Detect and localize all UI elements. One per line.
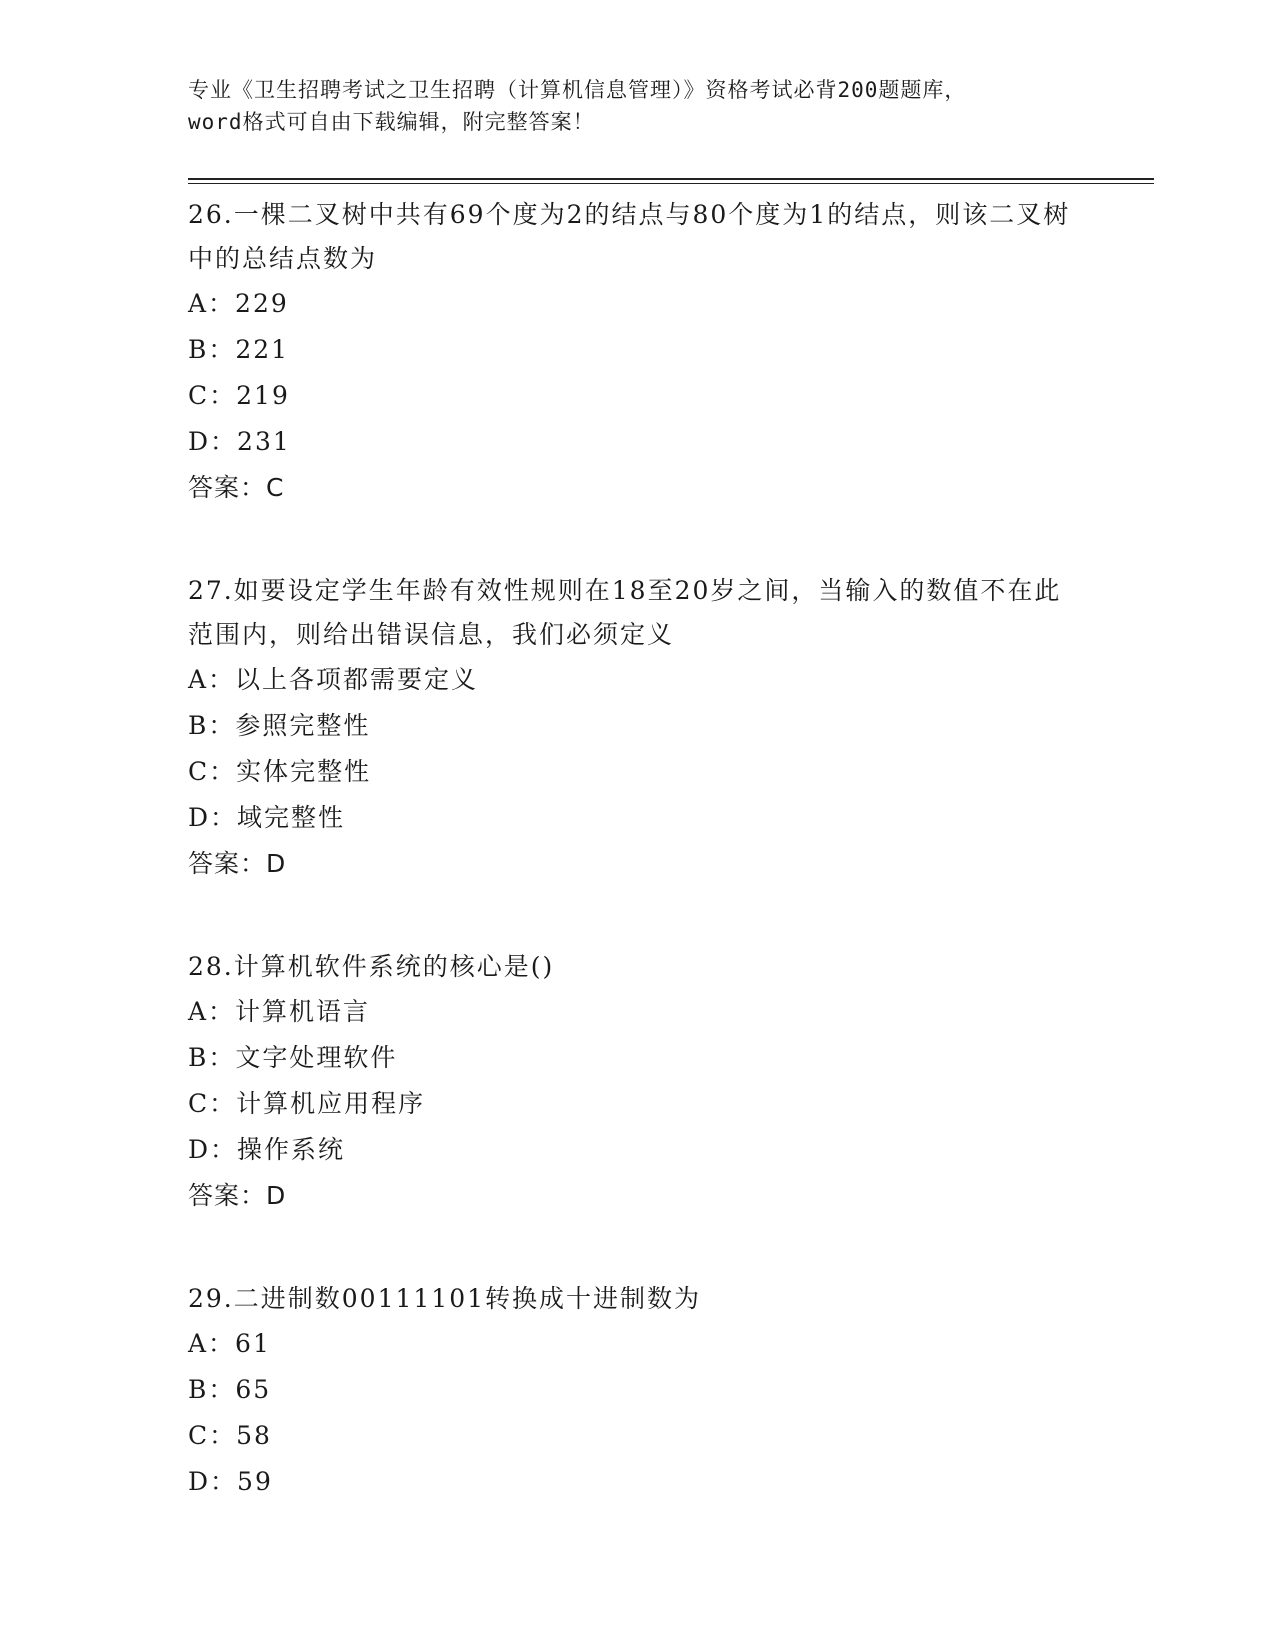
- question-spacer: [188, 1219, 1088, 1277]
- question-list: [188, 193, 1088, 1505]
- answer-line: 答案：D: [188, 849, 287, 878]
- question-text: 28.计算机软件系统的核心是(): [188, 952, 555, 981]
- question-spacer: [188, 511, 1088, 569]
- option-b: B：65: [188, 1375, 272, 1404]
- question-text: 29.二进制数00111101转换成十进制数为: [188, 1284, 702, 1313]
- question-27: [188, 569, 1088, 887]
- header-line-2: word格式可自由下载编辑，附完整答案！: [188, 110, 595, 134]
- option-a: A：229: [188, 289, 289, 318]
- option-c: C：219: [188, 381, 290, 410]
- question-text: 26.一棵二叉树中共有69个度为2的结点与80个度为1的结点，则该二叉树中的总结点数为: [188, 200, 1071, 273]
- answer-line: 答案：C: [188, 473, 285, 502]
- option-d: D：操作系统: [188, 1135, 346, 1164]
- option-b: B：参照完整性: [188, 711, 371, 740]
- answer-line: 答案：D: [188, 1181, 287, 1210]
- option-c: C：实体完整性: [188, 757, 372, 786]
- header-divider-top: [188, 178, 1154, 180]
- question-28: [188, 945, 1088, 1219]
- option-c: C：计算机应用程序: [188, 1089, 426, 1118]
- question-26: [188, 193, 1088, 511]
- question-text: 27.如要设定学生年龄有效性规则在18至20岁之间，当输入的数值不在此范围内，则给出错误信息，我们必须定义: [188, 576, 1062, 649]
- option-b: B：文字处理软件: [188, 1043, 398, 1072]
- option-d: D：域完整性: [188, 803, 346, 832]
- header-line-1: 专业《卫生招聘考试之卫生招聘（计算机信息管理）》资格考试必背200题题库，: [188, 78, 967, 102]
- option-a: A：计算机语言: [188, 997, 371, 1026]
- header-divider-bottom: [188, 183, 1154, 184]
- option-d: D：59: [188, 1467, 273, 1496]
- question-29: [188, 1277, 1088, 1505]
- option-a: A：61: [188, 1329, 271, 1358]
- document-header: [188, 74, 1088, 138]
- option-a: A：以上各项都需要定义: [188, 665, 479, 694]
- option-d: D：231: [188, 427, 291, 456]
- option-b: B：221: [188, 335, 290, 364]
- question-spacer: [188, 887, 1088, 945]
- option-c: C：58: [188, 1421, 272, 1450]
